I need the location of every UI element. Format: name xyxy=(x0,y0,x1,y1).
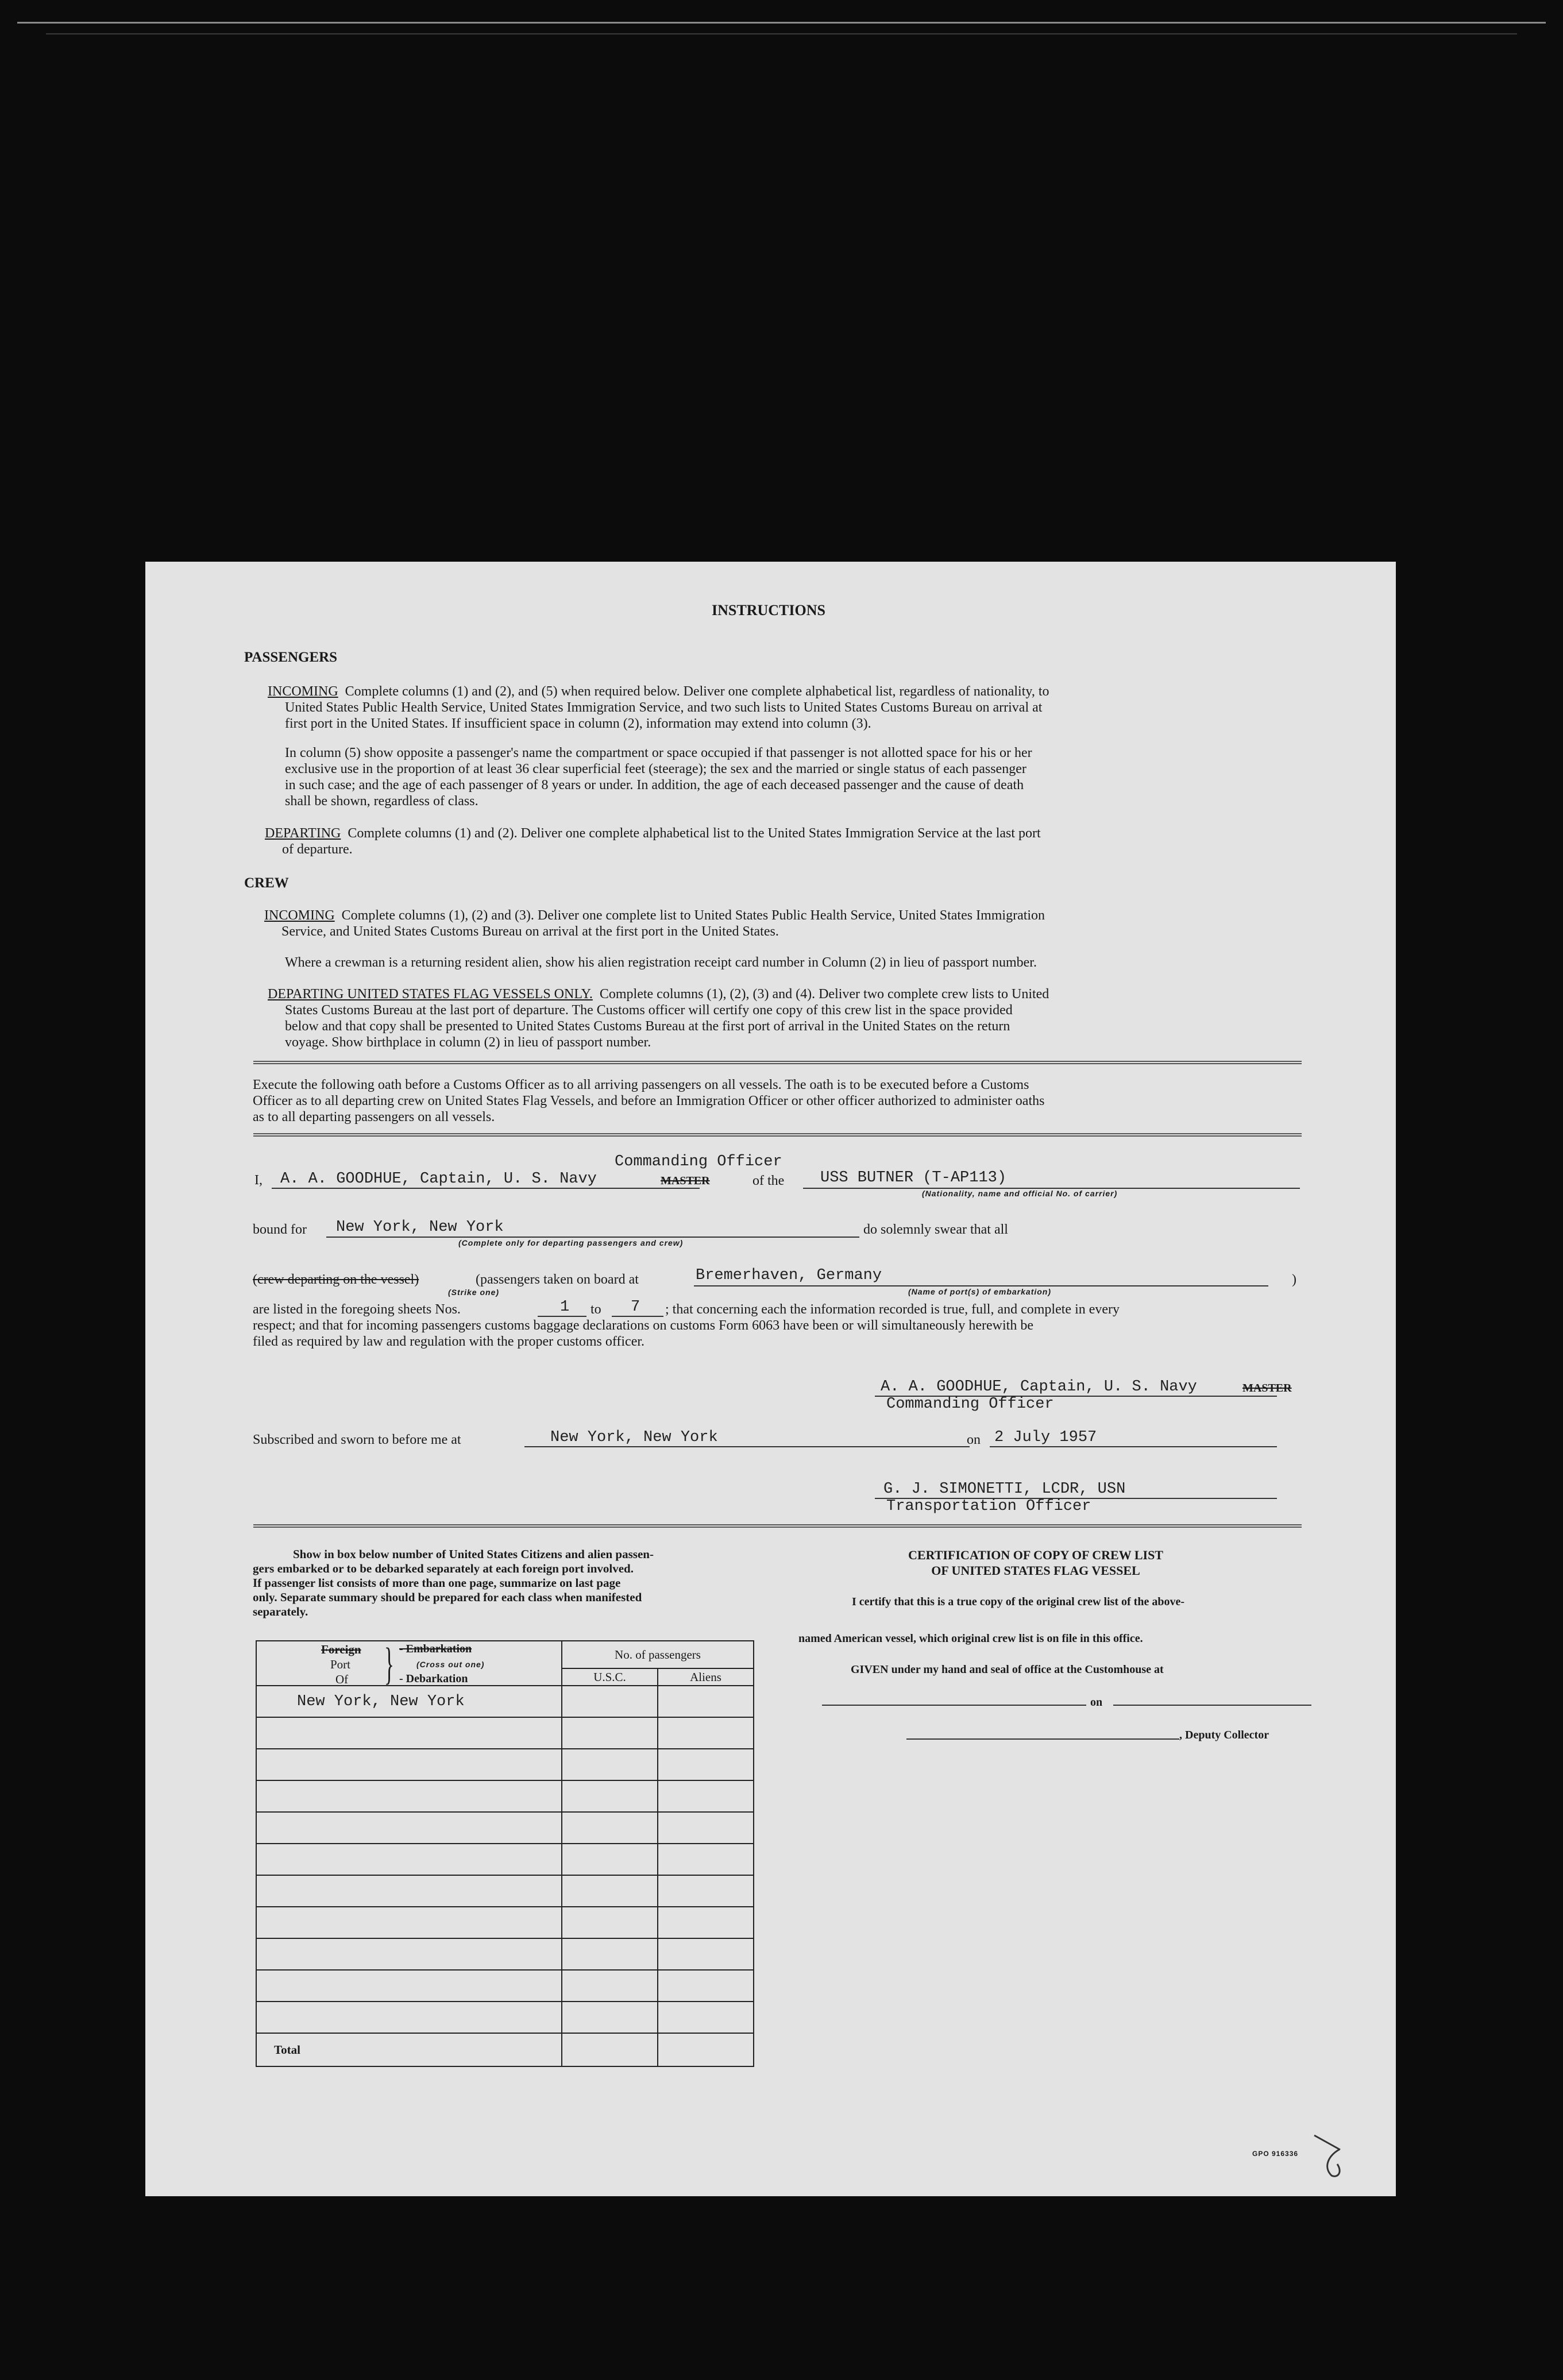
of-the-label: of the xyxy=(752,1173,785,1188)
paragraph-text: States Customs Bureau at the last port of departure. The Customs officer will certify one copy of this crew list in the space provided xyxy=(285,1003,1013,1018)
paragraph-text: United States Public Health Service, United States Immigration Service, and two such lists to United States Customs Bureau on arrival at xyxy=(285,700,1043,715)
officer-name-field[interactable]: A. A. GOODHUE, Captain, U. S. Navy xyxy=(280,1170,597,1188)
port-cell[interactable] xyxy=(256,1749,562,1780)
table-row xyxy=(256,2002,754,2033)
subscribed-date-line xyxy=(990,1446,1277,1447)
section-divider xyxy=(253,1133,1302,1137)
cert-date-line[interactable] xyxy=(1113,1705,1311,1706)
crew-heading: CREW xyxy=(244,875,289,891)
aliens-cell[interactable] xyxy=(658,1938,754,1970)
bound-for-line xyxy=(326,1237,859,1238)
aliens-cell[interactable] xyxy=(658,1970,754,2002)
aliens-cell[interactable] xyxy=(658,1875,754,1907)
crew-departing-paragraph xyxy=(268,986,1405,1050)
gpo-number: GPO 916336 xyxy=(1252,2150,1299,2158)
aliens-total-cell[interactable] xyxy=(658,2033,754,2066)
usc-header: U.S.C. xyxy=(562,1668,658,1686)
paragraph-text: Show in box below number of United States Citizens and alien passen- xyxy=(293,1547,654,1561)
paragraph-text: separately. xyxy=(253,1605,308,1618)
port-embark-line xyxy=(694,1285,1268,1286)
table-row xyxy=(256,1875,754,1907)
form-page xyxy=(145,562,1396,2196)
total-row xyxy=(256,2033,754,2066)
oath-intro xyxy=(253,1077,1390,1125)
port-cell[interactable] xyxy=(256,1717,562,1749)
summary-instructions xyxy=(253,1547,770,1619)
bound-for-label: bound for xyxy=(253,1222,307,1237)
certification-title-line: OF UNITED STATES FLAG VESSEL xyxy=(931,1563,1140,1578)
table-row xyxy=(256,1749,754,1780)
incoming-label: INCOMING xyxy=(268,684,338,699)
certification-title-line: CERTIFICATION OF COPY OF CREW LIST xyxy=(908,1548,1163,1562)
section-divider xyxy=(253,1061,1302,1064)
paragraph-text: exclusive use in the proportion of at least 36 clear superficial feet (steerage); the sex and the married or single status of each passenger xyxy=(285,762,1026,776)
rest-text-3: filed as required by law and regulation with the proper customs officer. xyxy=(253,1334,645,1349)
aliens-cell[interactable] xyxy=(658,1812,754,1844)
cert-on-label: on xyxy=(1090,1696,1103,1709)
crew-incoming-paragraph xyxy=(264,907,1402,940)
usc-cell[interactable] xyxy=(562,1938,658,1970)
port-cell[interactable] xyxy=(256,1907,562,1938)
aliens-cell[interactable] xyxy=(658,1844,754,1875)
cross-out-caption: (Cross out one) xyxy=(416,1660,485,1669)
officer2-title: Transportation Officer xyxy=(886,1498,1091,1515)
paragraph-text: in such case; and the age of each passenger of 8 years or under. In addition, the age of each deceased passenger and the cause of death xyxy=(285,778,1024,793)
close-paren: ) xyxy=(1292,1272,1296,1287)
aliens-header: Aliens xyxy=(658,1668,754,1686)
certification-title xyxy=(863,1547,1208,1578)
of-word: Of xyxy=(335,1672,349,1686)
scan-border-line xyxy=(46,33,1517,34)
rest-text-2: respect; and that for incoming passengers customs baggage declarations on customs Form 6063 have been or will simultaneously herewith be xyxy=(253,1318,1033,1333)
officer2-name: G. J. SIMONETTI, LCDR, USN xyxy=(883,1481,1126,1498)
paragraph-text: Service, and United States Customs Bureau on arrival at the first port in the United States. xyxy=(281,924,779,939)
aliens-cell[interactable] xyxy=(658,1907,754,1938)
i-label: I, xyxy=(254,1173,263,1188)
subscribed-date-field[interactable]: 2 July 1957 xyxy=(994,1429,1097,1446)
paragraph-text: Complete columns (1), (2) and (3). Deliver one complete list to United States Public Health Service, United States Immigration xyxy=(341,908,1045,923)
sheet-from-line xyxy=(538,1316,586,1317)
subscribed-place-field[interactable]: New York, New York xyxy=(550,1429,718,1446)
port-cell[interactable] xyxy=(256,1812,562,1844)
on-label: on xyxy=(967,1432,981,1447)
brace-icon: } xyxy=(384,1639,394,1689)
usc-cell[interactable] xyxy=(562,1717,658,1749)
table-row xyxy=(256,1907,754,1938)
strike-option: (crew departing on the vessel) xyxy=(253,1272,419,1287)
paragraph-text: Complete columns (1) and (2), and (5) when required below. Deliver one complete alphabetical list, regardless of nationality, to xyxy=(345,684,1049,699)
paragraph-text: Execute the following oath before a Customs Officer as to all arriving passengers on all vessels. The oath is to be executed before a Customs xyxy=(253,1077,1029,1092)
paragraph-text: first port in the United States. If insufficient space in column (2), information may extend into column (3). xyxy=(285,716,871,731)
passengers-incoming-paragraph xyxy=(268,683,1405,732)
subscribed-place-line xyxy=(524,1446,970,1447)
table-row xyxy=(256,1812,754,1844)
paragraph-text: Complete columns (1), (2), (3) and (4). Deliver two complete crew lists to United xyxy=(599,987,1049,1002)
column5-paragraph xyxy=(285,745,1411,809)
port-cell[interactable] xyxy=(256,1938,562,1970)
to-word: to xyxy=(591,1302,601,1317)
port-caption: (Name of port(s) of embarkation) xyxy=(908,1287,1052,1296)
paragraph-text: gers embarked or to be debarked separately at each foreign port involved. xyxy=(253,1562,634,1575)
paragraph-text: only. Separate summary should be prepared for each class when manifested xyxy=(253,1590,642,1604)
port-cell[interactable] xyxy=(256,1780,562,1812)
instructions-title: INSTRUCTIONS xyxy=(712,602,825,619)
port-cell[interactable] xyxy=(256,1844,562,1875)
master-struck: MASTER xyxy=(661,1174,710,1187)
scan-border-line xyxy=(17,22,1546,24)
sheet-to-line xyxy=(612,1316,663,1317)
embarkation-struck: - Embarkation xyxy=(399,1643,472,1655)
crew-departing-label: DEPARTING UNITED STATES FLAG VESSELS ONLY. xyxy=(268,987,593,1002)
paragraph-text: below and that copy shall be presented to United States Customs Bureau at the first port of arrival in the United States on the return xyxy=(285,1019,1010,1034)
handwritten-mark-icon xyxy=(1311,2124,1346,2181)
table-row xyxy=(256,1970,754,2002)
usc-cell[interactable] xyxy=(562,1780,658,1812)
deputy-label: , Deputy Collector xyxy=(1179,1729,1269,1741)
port-cell[interactable] xyxy=(256,1970,562,2002)
usc-cell[interactable] xyxy=(562,1875,658,1907)
crew-incoming-label: INCOMING xyxy=(264,908,335,923)
passengers-taken-text: (passengers taken on board at xyxy=(476,1272,639,1287)
usc-cell[interactable] xyxy=(562,1812,658,1844)
table-row xyxy=(256,1938,754,1970)
paragraph-text: voyage. Show birthplace in column (2) in lieu of passport number. xyxy=(285,1035,651,1050)
passengers-departing-paragraph xyxy=(265,825,1402,857)
paragraph-text: of departure. xyxy=(282,842,353,857)
total-label: Total xyxy=(256,2033,562,2066)
departing-label: DEPARTING xyxy=(265,826,341,841)
paragraph-text: In column (5) show opposite a passenger's name the compartment or space occupied if that passenger is not allotted space for his or her xyxy=(285,745,1032,760)
foreign-struck: Foreign xyxy=(321,1643,361,1656)
signature-name: A. A. GOODHUE, Captain, U. S. Navy xyxy=(881,1378,1197,1396)
rest-text-1: ; that concerning each the information recorded is true, full, and complete in every xyxy=(665,1302,1120,1317)
usc-cell[interactable] xyxy=(562,2002,658,2033)
aliens-cell[interactable] xyxy=(658,1717,754,1749)
bound-for-caption: (Complete only for departing passengers and crew) xyxy=(458,1238,684,1247)
paragraph-text: as to all departing passengers on all vessels. xyxy=(253,1110,495,1125)
port-cell[interactable] xyxy=(256,2002,562,2033)
table-row xyxy=(256,1780,754,1812)
no-passengers-header: No. of passengers xyxy=(562,1641,754,1668)
passengers-heading: PASSENGERS xyxy=(244,650,338,665)
vessel-caption: (Nationality, name and official No. of carrier) xyxy=(922,1189,1118,1198)
paragraph-text: If passenger list consists of more than one page, summarize on last page xyxy=(253,1576,621,1590)
usc-cell[interactable] xyxy=(562,1749,658,1780)
listed-in-text: are listed in the foregoing sheets Nos. xyxy=(253,1302,461,1317)
paragraph-text: Officer as to all departing crew on United States Flag Vessels, and before an Immigration Officer or other officer authorized to administer oaths xyxy=(253,1094,1045,1108)
port-header-cell xyxy=(256,1639,562,1689)
title-typed: Commanding Officer xyxy=(615,1153,782,1170)
port-word: Port xyxy=(330,1658,351,1671)
paragraph-text: Complete columns (1) and (2). Deliver one complete alphabetical list to the United States Immigration Service at the last port xyxy=(348,826,1041,841)
usc-cell[interactable] xyxy=(562,1907,658,1938)
swear-text: do solemnly swear that all xyxy=(863,1222,1008,1237)
usc-total-cell[interactable] xyxy=(562,2033,658,2066)
vessel-field[interactable]: USS BUTNER (T-AP113) xyxy=(820,1169,1007,1187)
usc-cell[interactable] xyxy=(562,1686,658,1717)
cert-line-2: named American vessel, which original crew list is on file in this office. xyxy=(798,1632,1143,1645)
cert-line-3: GIVEN under my hand and seal of office at the Customhouse at xyxy=(851,1663,1164,1676)
master-struck-2: MASTER xyxy=(1242,1382,1292,1394)
crew-alien-paragraph: Where a crewman is a returning resident alien, show his alien registration receipt card number in Column (2) in lieu of passport number. xyxy=(285,955,1037,970)
officer-name-line xyxy=(272,1188,700,1189)
signature-title: Commanding Officer xyxy=(886,1396,1054,1413)
sheet-to-field[interactable]: 7 xyxy=(631,1299,640,1316)
strike-caption: (Strike one) xyxy=(448,1288,500,1297)
port-embark-field[interactable]: Bremerhaven, Germany xyxy=(696,1267,882,1284)
passenger-summary-table xyxy=(256,1640,754,2067)
bound-for-field[interactable]: New York, New York xyxy=(336,1219,504,1236)
table-row xyxy=(256,1717,754,1749)
deputy-line[interactable] xyxy=(906,1738,1179,1740)
table-row xyxy=(256,1686,754,1717)
port-cell[interactable] xyxy=(256,1875,562,1907)
section-divider xyxy=(253,1524,1302,1528)
paragraph-text: shall be shown, regardless of class. xyxy=(285,794,478,809)
subscribed-label: Subscribed and sworn to before me at xyxy=(253,1432,461,1447)
table-header-row xyxy=(256,1641,754,1668)
aliens-cell[interactable] xyxy=(658,1749,754,1780)
table-row xyxy=(256,1844,754,1875)
aliens-cell[interactable] xyxy=(658,2002,754,2033)
customhouse-line[interactable] xyxy=(822,1705,1086,1706)
cert-line-1: I certify that this is a true copy of the original crew list of the above- xyxy=(852,1595,1184,1608)
port-cell[interactable]: New York, New York xyxy=(256,1686,562,1717)
aliens-cell[interactable] xyxy=(658,1780,754,1812)
usc-cell[interactable] xyxy=(562,1844,658,1875)
sheet-from-field[interactable]: 1 xyxy=(560,1299,570,1316)
usc-cell[interactable] xyxy=(562,1970,658,2002)
aliens-cell[interactable] xyxy=(658,1686,754,1717)
debarkation-label: - Debarkation xyxy=(399,1672,468,1685)
